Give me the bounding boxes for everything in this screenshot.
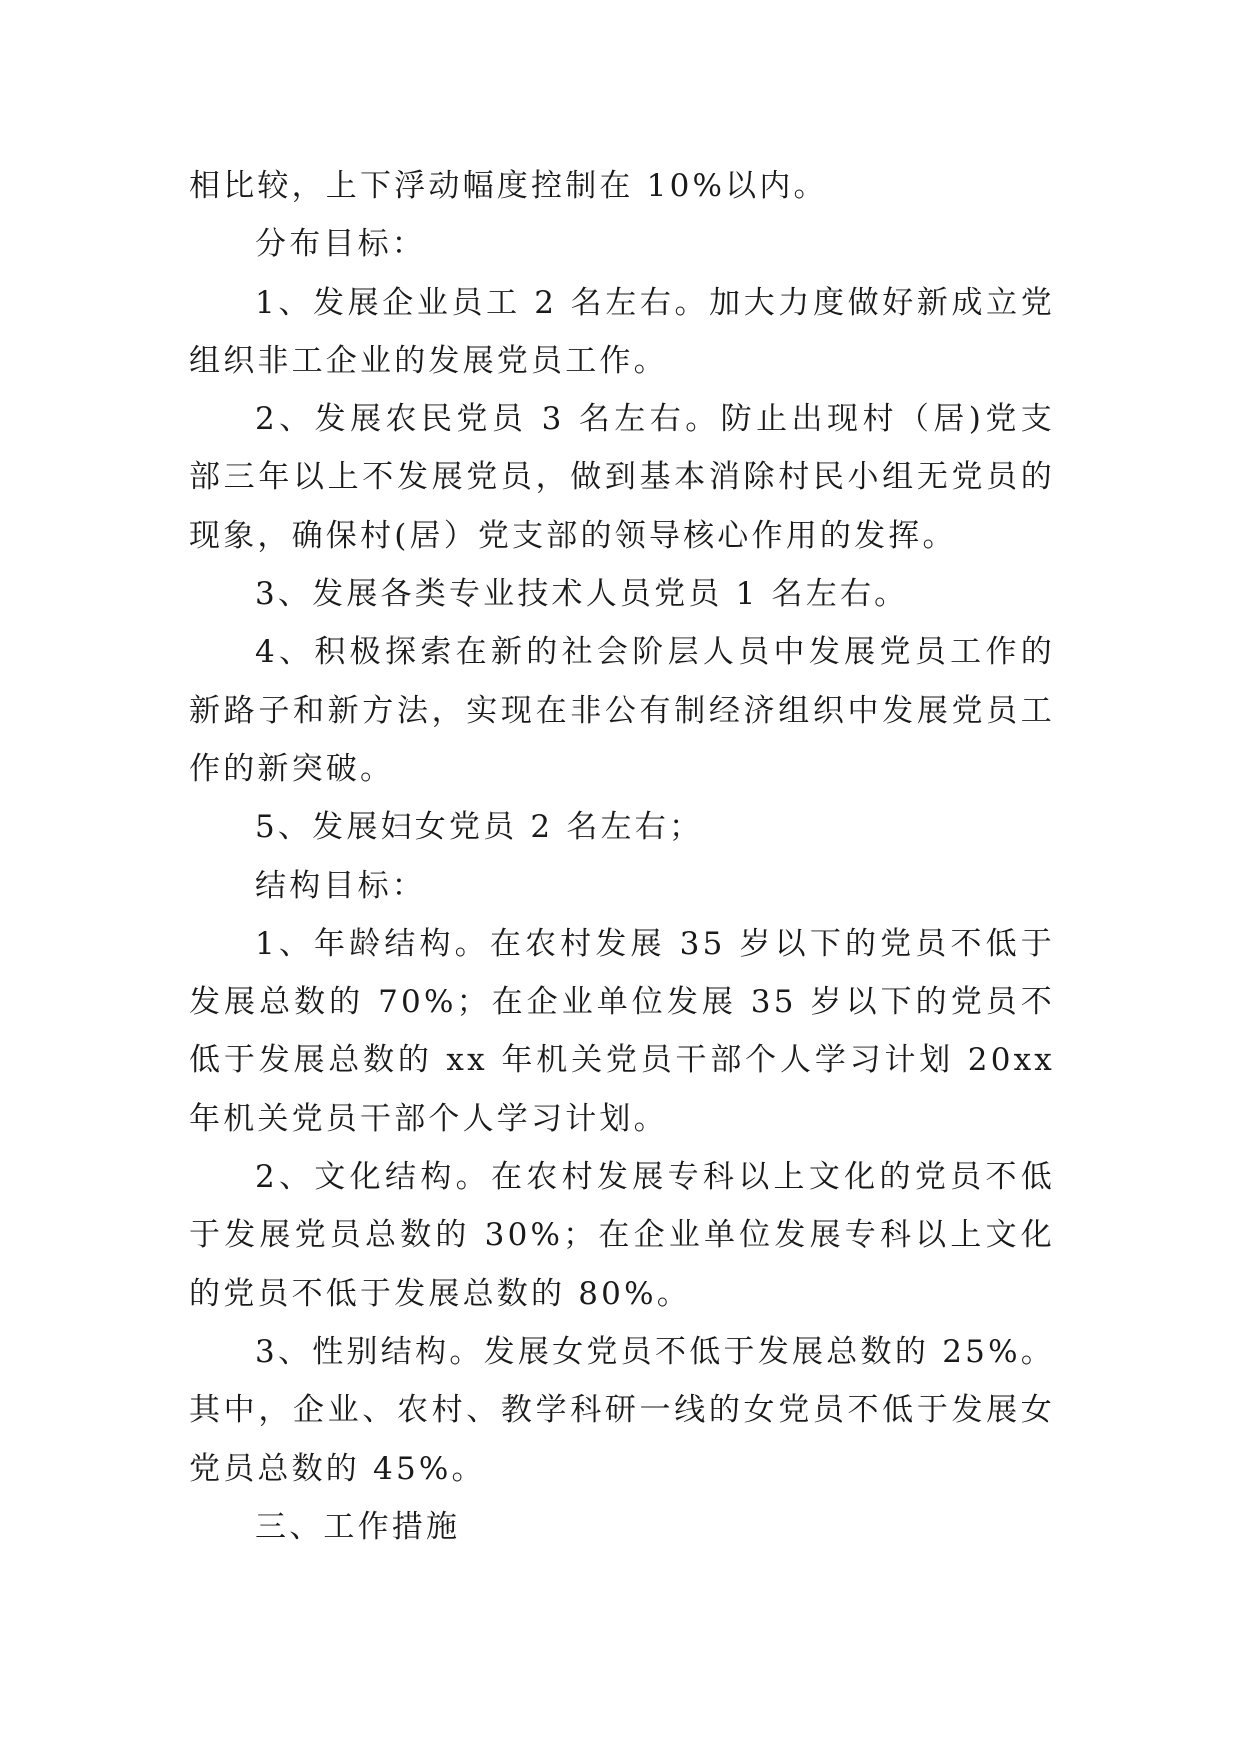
paragraph-goal-5: 5、发展妇女党员 2 名左右； — [255, 809, 704, 846]
paragraph-distribution-goal-heading: 分布目标： — [255, 226, 426, 263]
paragraph-structure-goal-heading: 结构目标： — [255, 867, 426, 904]
paragraph-structure-age: 1、年龄结构。在农村发展 35 岁以下的党员不低于发展总数的 70%；在企业单位发展 35 岁以下的党员不低于发展总数的 xx 年机关党员干部个人学习计划 20xx 年机关党员干部个人学习计划。 — [189, 925, 1055, 1137]
paragraph-goal-2: 2、发展农民党员 3 名左右。防止出现村（居)党支部三年以上不发展党员，做到基本消除村民小组无党员的现象，确保村(居）党支部的领导核心作用的发挥。 — [189, 401, 1055, 554]
paragraph-goal-1: 1、发展企业员工 2 名左右。加大力度做好新成立党组织非工企业的发展党员工作。 — [189, 284, 1055, 379]
paragraph-structure-education: 2、文化结构。在农村发展专科以上文化的党员不低于发展党员总数的 30%；在企业单位发展专科以上文化的党员不低于发展总数的 80%。 — [189, 1159, 1055, 1312]
paragraph-continuation: 相比较，上下浮动幅度控制在 10%以内。 — [189, 168, 828, 204]
paragraph-structure-gender: 3、性别结构。发展女党员不低于发展总数的 25%。其中，企业、农村、教学科研一线的女党员不低于发展女党员总数的 45%。 — [189, 1333, 1055, 1487]
paragraph-goal-3: 3、发展各类专业技术人员党员 1 名左右。 — [255, 576, 909, 613]
document-body — [189, 157, 1055, 1556]
section-heading-work-measures: 三、工作措施 — [255, 1508, 461, 1545]
paragraph-goal-4: 4、积极探索在新的社会阶层人员中发展党员工作的新路子和新方法，实现在非公有制经济组织中发展党员工作的新突破。 — [189, 634, 1055, 787]
